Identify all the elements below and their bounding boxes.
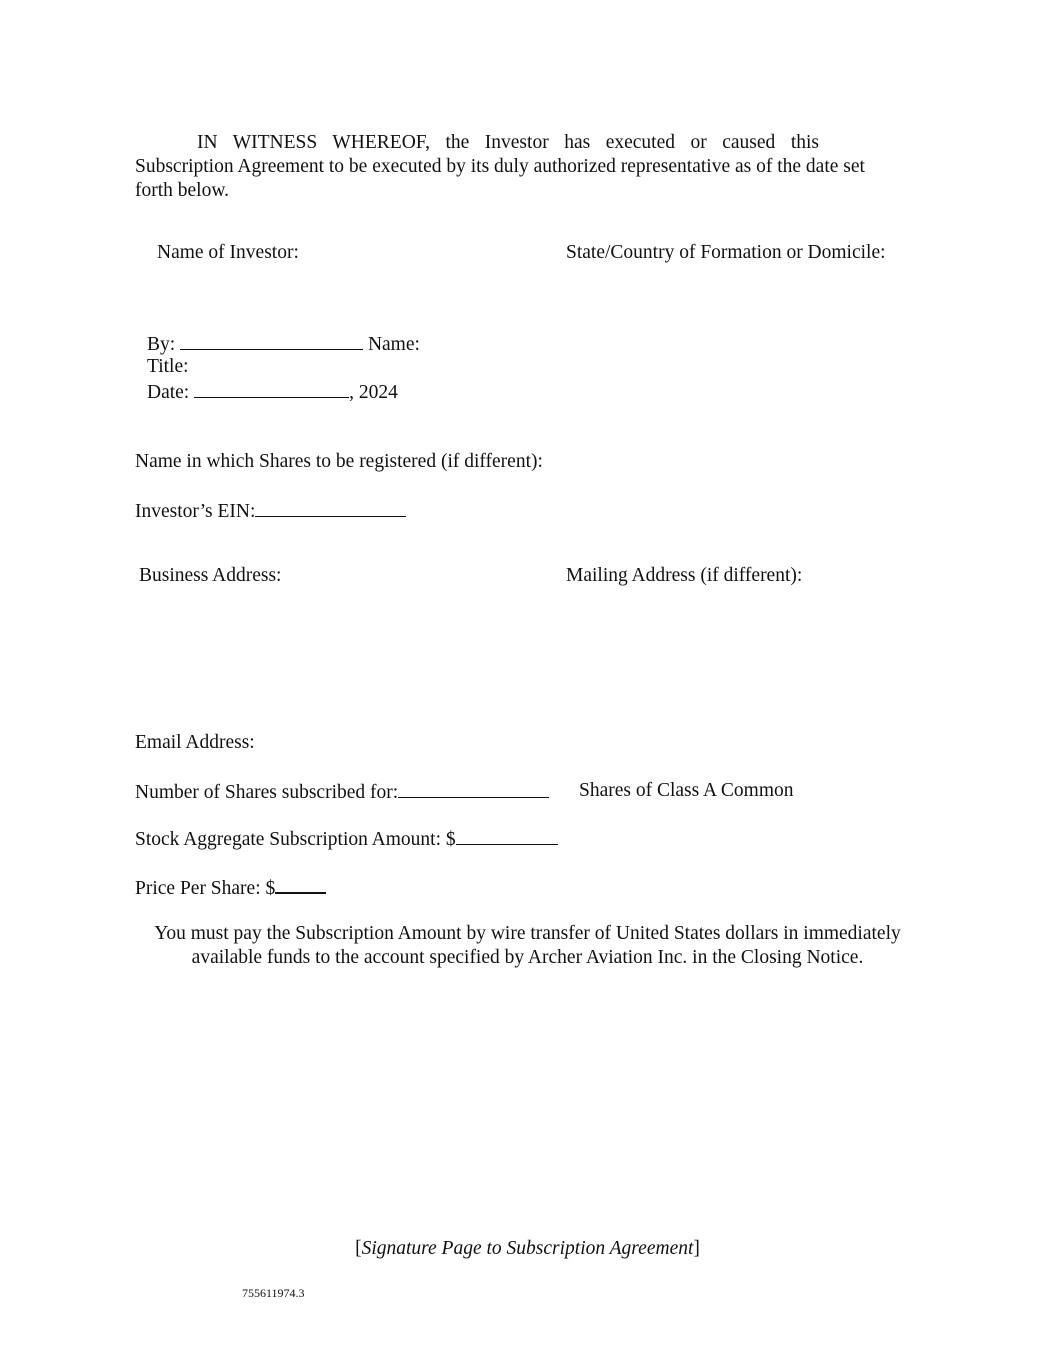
ein-label: Investor’s EIN:	[135, 501, 256, 522]
shares-blank[interactable]	[398, 779, 549, 798]
shares-class-label: Shares of Class A Common	[579, 780, 794, 801]
registered-name-label: Name in which Shares to be registered (if different):	[135, 451, 543, 472]
by-label: By:	[147, 334, 176, 355]
date-label: Date:	[147, 382, 190, 403]
date-line	[147, 379, 398, 405]
witness-line-2: Subscription Agreement to be executed by its duly authorized representative as of the date set	[135, 156, 865, 177]
by-line	[147, 331, 420, 357]
price-blank[interactable]	[275, 874, 326, 894]
witness-line-3: forth below.	[135, 180, 230, 201]
wire-transfer-notice: You must pay the Subscription Amount by wire transfer of United States dollars in immediately available funds to the account specified by Archer Aviation Inc. in the Closing Notice.	[154, 923, 901, 968]
witness-paragraph	[135, 131, 911, 203]
aggregate-amount-label: Stock Aggregate Subscription Amount: $	[135, 829, 456, 850]
by-signature-blank[interactable]	[180, 331, 363, 350]
signature-page-footer	[0, 1237, 1055, 1261]
price-per-share-label: Price Per Share: $	[135, 878, 276, 899]
name-label: Name:	[367, 334, 420, 355]
footer-title: Signature Page to Subscription Agreement	[361, 1238, 694, 1259]
footer-bracket-close: ]	[693, 1238, 700, 1259]
title-label: Title:	[147, 356, 189, 377]
witness-line-1: IN WITNESS WHEREOF, the Investor has executed or caused this	[197, 132, 819, 153]
date-year: , 2024	[349, 382, 398, 403]
aggregate-amount-line	[135, 826, 558, 852]
aggregate-amount-blank[interactable]	[456, 826, 558, 845]
ein-blank[interactable]	[255, 498, 406, 517]
business-address-label: Business Address:	[139, 565, 282, 586]
email-label: Email Address:	[135, 732, 255, 753]
mailing-address-label: Mailing Address (if different):	[566, 565, 803, 586]
ein-line	[135, 498, 406, 524]
shares-subscribed-label: Number of Shares subscribed for:	[135, 782, 399, 803]
shares-subscribed-line	[135, 779, 549, 805]
footer-bracket-open: [	[355, 1238, 362, 1259]
state-country-label: State/Country of Formation or Domicile:	[566, 242, 886, 263]
date-blank[interactable]	[194, 379, 349, 398]
document-id: 755611974.3	[242, 1286, 305, 1300]
price-per-share-line	[135, 874, 326, 901]
name-of-investor-label: Name of Investor:	[157, 242, 299, 263]
